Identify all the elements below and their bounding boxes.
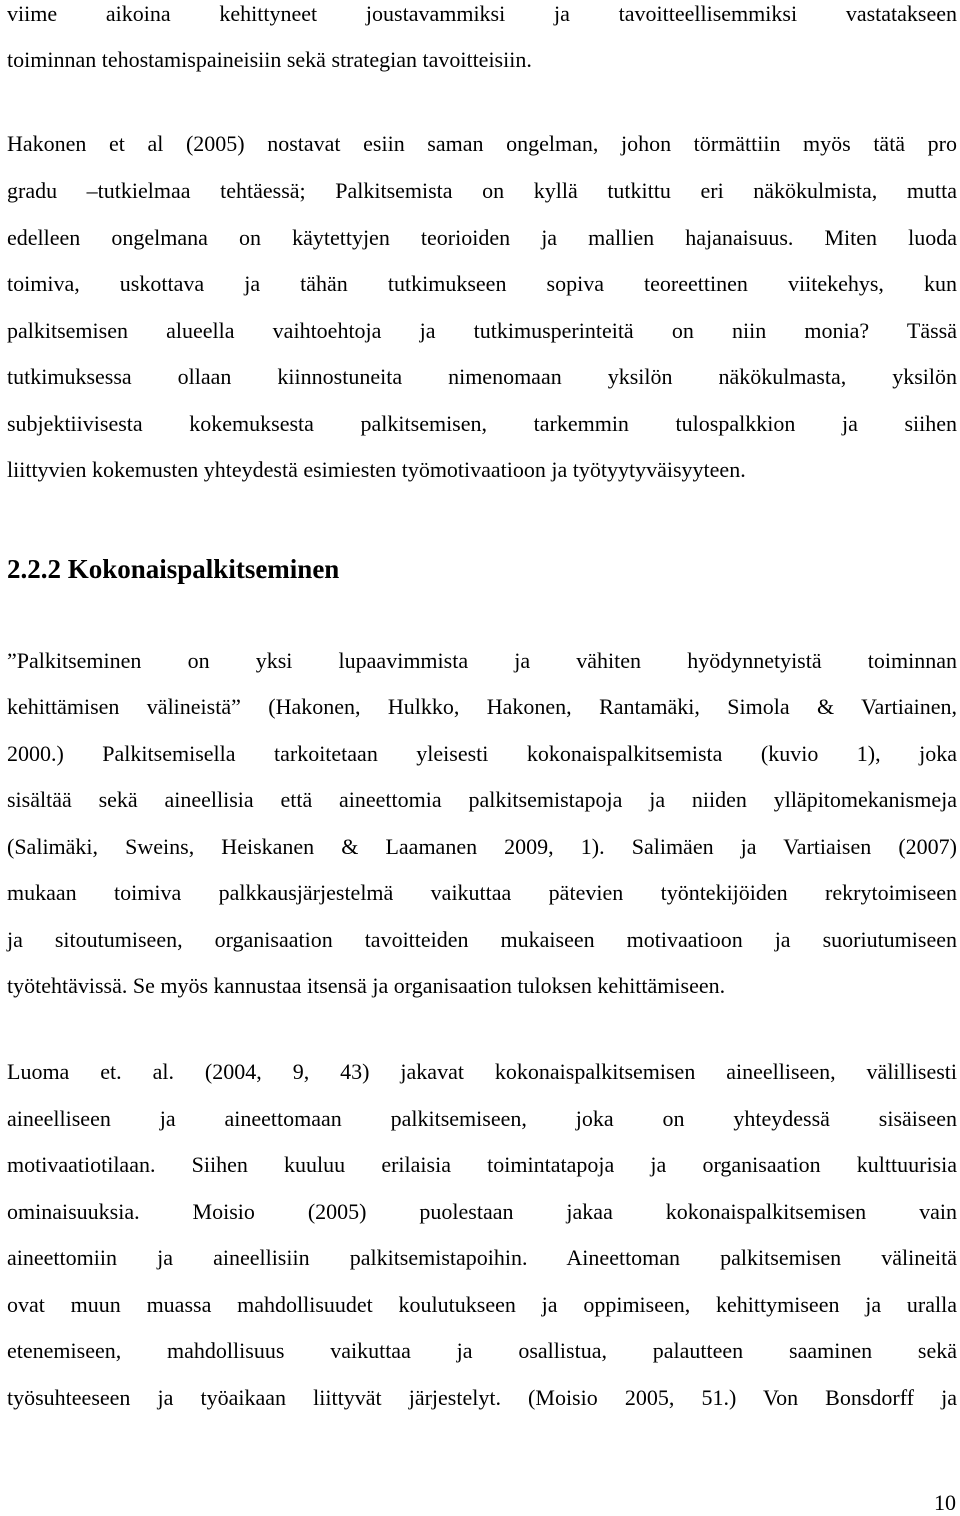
text-line: viime aikoina kehittyneet joustavammiksi ja tavoitteellisemmiksi vastatakseen xyxy=(7,1,957,26)
text-line: työtehtävissä. Se myös kannustaa itsensä ja organisaation tuloksen kehittämiseen. xyxy=(7,973,726,998)
text-line: gradu –tutkielmaa tehtäessä; Palkitsemista on kyllä tutkittu eri näkökulmista, mutta xyxy=(7,178,957,203)
text-line: aineelliseen ja aineettomaan palkitsemiseen, joka on yhteydessä sisäiseen xyxy=(7,1106,957,1131)
text-line: Luoma et. al. (2004, 9, 43) jakavat kokonaispalkitsemisen aineelliseen, välillisesti xyxy=(7,1059,957,1084)
text-line: aineettomiin ja aineellisiin palkitsemistapoihin. Aineettoman palkitsemisen välineitä xyxy=(7,1245,957,1270)
text-line: ja sitoutumiseen, organisaation tavoitteiden mukaiseen motivaatioon ja suoriutumiseen xyxy=(7,927,957,952)
text-line: edelleen ongelmana on käytettyjen teorioiden ja mallien hajanaisuus. Miten luoda xyxy=(7,225,957,250)
section-heading: 2.2.2 Kokonaispalkitseminen xyxy=(7,554,340,584)
text-line: toiminnan tehostamispaineisiin sekä strategian tavoitteisiin. xyxy=(7,47,532,72)
text-line: työsuhteeseen ja työaikaan liittyvät järjestelyt. (Moisio 2005, 51.) Von Bonsdorff ja xyxy=(7,1385,957,1410)
text-line: toimiva, uskottava ja tähän tutkimukseen sopiva teoreettinen viitekehys, kun xyxy=(7,271,957,296)
text-line: sisältää sekä aineellisia että aineettomia palkitsemistapoja ja niiden ylläpitomekanismeja xyxy=(7,787,957,812)
text-line: palkitsemisen alueella vaihtoehtoja ja tutkimusperinteitä on niin monia? Tässä xyxy=(7,318,957,343)
text-line: 2000.) Palkitsemisella tarkoitetaan yleisesti kokonaispalkitsemista (kuvio 1), joka xyxy=(7,741,957,766)
text-line: (Salimäki, Sweins, Heiskanen & Laamanen 2009, 1). Salimäen ja Vartiaisen (2007) xyxy=(7,834,957,859)
text-line: subjektiivisesta kokemuksesta palkitsemisen, tarkemmin tulospalkkion ja siihen xyxy=(7,411,957,436)
text-line: ominaisuuksia. Moisio (2005) puolestaan jakaa kokonaispalkitsemisen vain xyxy=(7,1199,957,1224)
text-line: etenemiseen, mahdollisuus vaikuttaa ja osallistua, palautteen saaminen sekä xyxy=(7,1338,957,1363)
page-number: 10 xyxy=(934,1490,956,1515)
text-line: kehittämisen välineistä” (Hakonen, Hulkko, Hakonen, Rantamäki, Simola & Vartiainen, xyxy=(7,694,957,719)
text-line: tutkimuksessa ollaan kiinnostuneita nimenomaan yksilön näkökulmasta, yksilön xyxy=(7,364,957,389)
text-line: motivaatiotilaan. Siihen kuuluu erilaisia toimintatapoja ja organisaation kulttuurisia xyxy=(7,1152,957,1177)
text-line: ”Palkitseminen on yksi lupaavimmista ja vähiten hyödynnetyistä toiminnan xyxy=(7,648,957,673)
text-line: ovat muun muassa mahdollisuudet koulutukseen ja oppimiseen, kehittymiseen ja uralla xyxy=(7,1292,957,1317)
text-line: mukaan toimiva palkkausjärjestelmä vaikuttaa pätevien työntekijöiden rekrytoimiseen xyxy=(7,880,957,905)
text-line: Hakonen et al (2005) nostavat esiin saman ongelman, johon törmättiin myös tätä pro xyxy=(7,131,957,156)
text-line: liittyvien kokemusten yhteydestä esimiesten työmotivaatioon ja työtyytyväisyyteen. xyxy=(7,457,746,482)
